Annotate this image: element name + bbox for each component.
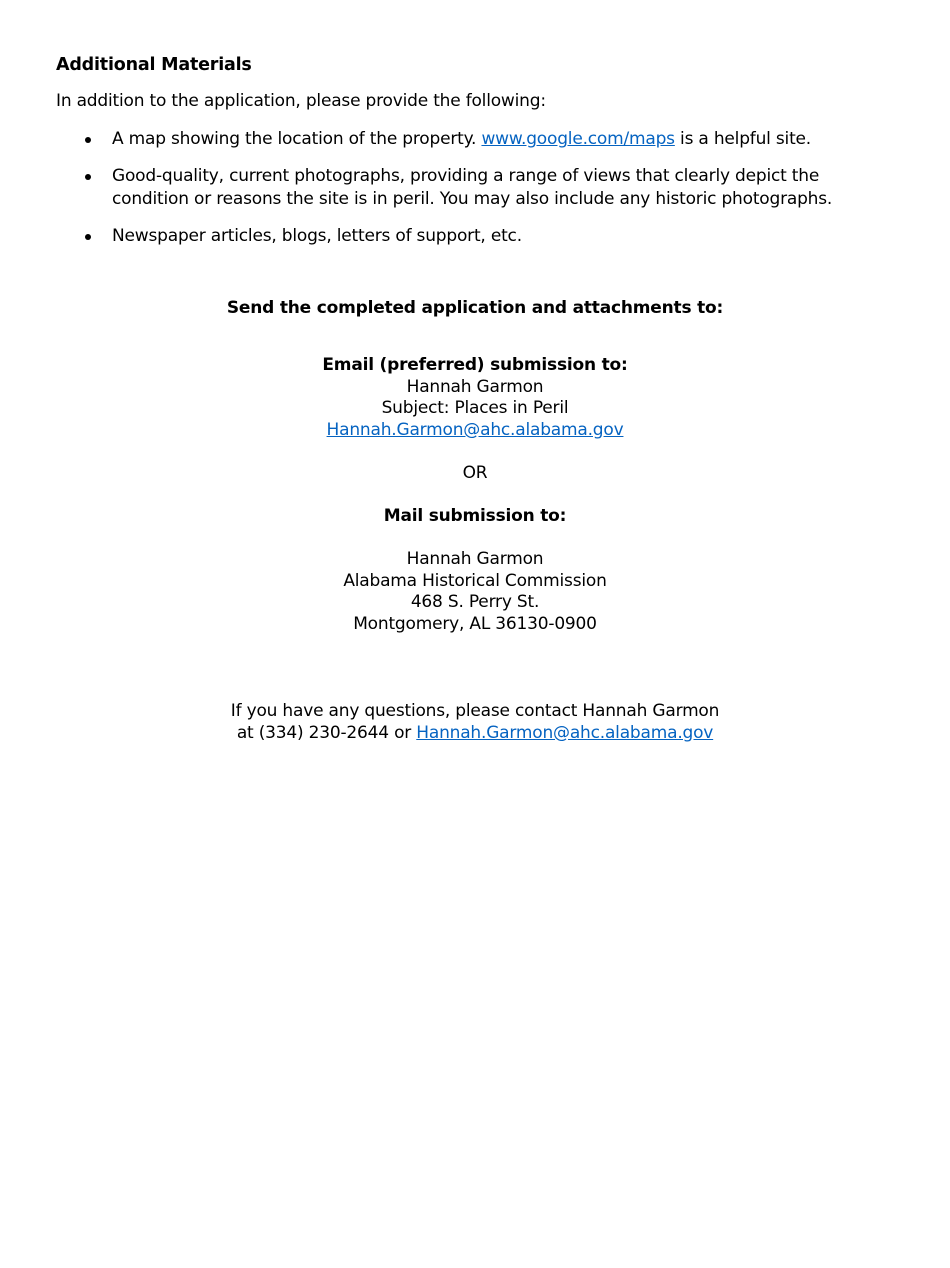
section-heading: Additional Materials [56,55,252,75]
photographs-item-text: Good-quality, current photographs, providing a range of views that clearly depict the condition or reasons the site is in peril. You may also include any historic photographs. [112,166,833,209]
mail-submission-heading: Mail submission to: [383,506,567,526]
mail-street: 468 S. Perry St. [410,592,540,613]
send-heading: Send the completed application and attachments to: [226,298,724,318]
contact-line-2 [0,723,950,745]
bullet-icon [85,174,91,180]
contact-block [0,701,950,744]
email-submission-heading: Email (preferred) submission to: [322,355,628,375]
map-item-text: A map showing the location of the property. [112,129,482,149]
email-address-link[interactable]: Hannah.Garmon@ahc.alabama.gov [326,419,624,440]
articles-item-text: Newspaper articles, blogs, letters of support, etc. [112,226,522,246]
or-separator: OR [462,463,488,483]
bullet-icon [85,234,91,240]
bullet-icon [85,137,91,143]
google-maps-link[interactable]: www.google.com/maps [481,129,675,149]
intro-text: In addition to the application, please provide the following: [56,91,546,111]
contact-phone-text: at (334) 230-2644 or [236,722,417,743]
map-item-suffix: is a helpful site. [674,129,811,149]
contact-line-1: If you have any questions, please contact Hannah Garmon [230,701,720,721]
mail-recipient-name: Hannah Garmon [406,549,544,569]
list-item-photographs [84,165,874,211]
contact-email-link[interactable]: Hannah.Garmon@ahc.alabama.gov [416,722,714,743]
materials-list [84,128,874,262]
mail-organization: Alabama Historical Commission [343,570,607,591]
email-submission-block [0,355,950,441]
list-item-map [84,128,874,151]
mail-city: Montgomery, AL 36130-0900 [353,613,597,634]
mailing-address [0,549,950,635]
email-subject-line: Subject: Places in Peril [381,398,569,419]
list-item-articles [84,225,874,248]
email-recipient-name: Hannah Garmon [406,376,544,397]
